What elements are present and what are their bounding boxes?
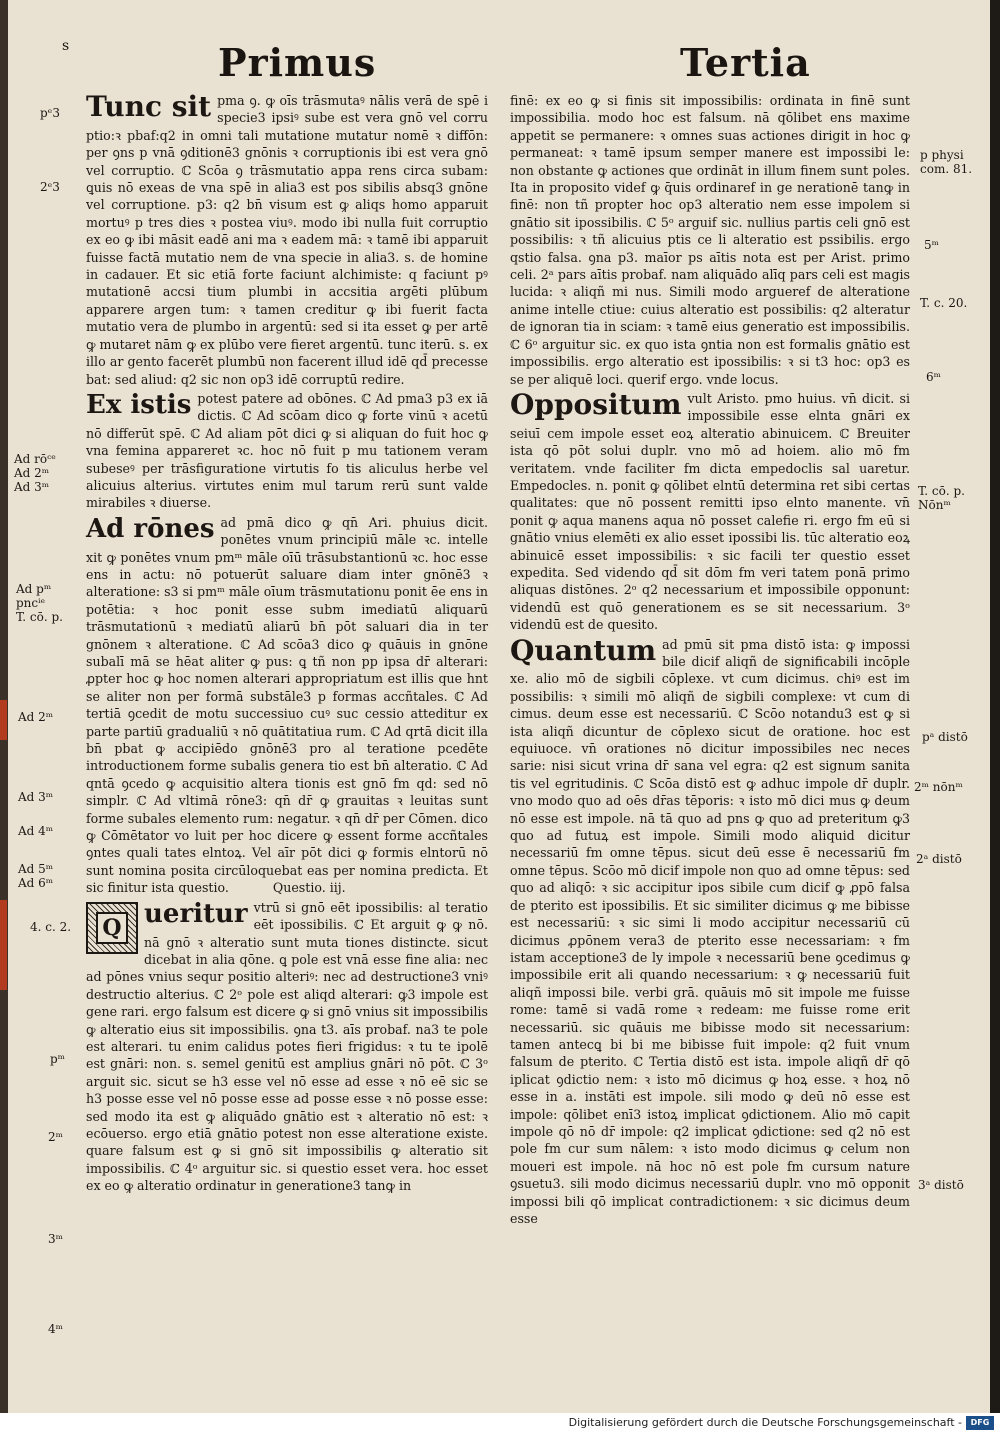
paragraph-text: finē: ex eo ꝙ si finis sit impossibilis: ordinata in finē sunt impossibilia. modo hoc est falsum. nā qōlibet ens maxime appetit se permanere: ꝛ omnes suas actiones dirigit in hoc ꝙ permaneat: ꝛ tamē ipsum semper manere est impossibi le: non obstante ꝙ actiones que ordināt in illum finem sunt poles. Ita in proposito videf ꝙ q̄uis ordinaref in ge nerationē tanꝙ in finē: non tñ propter hoc op3 alteratio nem esse impolem si gnātio sit ipossibilis. ℂ 5ᵒ arguif sic. nullius partis celi gnō est possibilis: ꝛ tñ alicuius ptis ce li alteratio est pssibilis. ergo qstio falsa. ꝯna p3. maīor ps aītis nota est per Arist. primo celi. 2ᵃ pars aītis probaf. nam aliquādo alīq pars celi est magis lucida: ꝛ aliqñ mi nus. Simili modo argueref de alteratione anime intelle ctiue: cuius alteratio est possibilis: q2 alteratur de ignoran tia in sciam: ꝛ tamē eius generatio est impossibilis. ℂ 6ᵒ arguitur sic. ex quo ista ꝯntia non est formalis gnātio est impossibilis. ergo alteratio est ipossibilis: ꝛ si t3 hoc: op3 es se per aliquē loci. querif ergo. vnde locus.	[510, 93, 910, 387]
margin-note: pᵐ	[50, 1052, 66, 1066]
margin-note: 4ᵐ	[48, 1322, 63, 1336]
left-text-column	[86, 92, 488, 1197]
margin-note: 3ᵐ	[48, 1232, 63, 1246]
margin-note: Ad rōᶜᵉ Ad 2ᵐ Ad 3ᵐ	[14, 452, 56, 494]
paragraph-text: ad pmā dico ꝙ qn̄ Ari. phuius dicit. ponētes vnum principiū māle ꝛc. intelle xit ꝙ ponētes vnum pmᵐ māle oīū trāsubstantionū ꝛc. hoc esse ens in actu: nō potuerūt saluare diam inter gnōnē3 ꝛ alteratione: s3 si pmᵐ māle oīum trāsmutationu ponit ēe ens in potētia: ꝛ hoc ponit esse subm imediatū aliquarū trāsmutationū ꝛ mediatū aliarū bn̄ pōt saluari dia in ter gnōnem ꝛ alteratione. ℂ Ad scōa3 dico ꝙ quāuis in gnōne subalī mā se hēat aliter ꝙ pus: ꝗ tñ non pp ipsa dr̄ alterari: ꝓpter hoc ꝙ hoc nomen alterari appropriatum est illis que hnt se aliter non per formā substāle3 p formas accñtales. ℂ Ad tertiā ꝯcedit de motu successiuo cuꝰ suc cessio atteditur ex parte partiū gradualiū ꝛ nō quātitatiua rum. ℂ Ad qrtā dicit illa bn̄ pbat ꝙ accipiēdo gnōnē3 pro al teratione pcedēte introductionem forme subalis genera tio est bn̄ alteratio. ℂ Ad qntā ꝯcedo ꝙ acquisitio altera tionis est gnō fm qd: sed nō simplr. ℂ Ad vltimā rōne3: qn̄ dr̄ ꝙ grauitas ꝛ leuitas sunt forme subales elemento rum: negatur. ꝛ qn̄ dr̄ per Cōmen. dico ꝙ Cōmētator vo luit per hoc dicere ꝙ essent forme accñtales ꝯntes quali tates elntoꝝ. Vel aīr pōt dici ꝙ formis elntorū nō sunt nomina posita circūloquebat eas per nomina predicta. Et sic finitur ista questio.	[86, 514, 488, 896]
margin-note: pᵃ distō	[922, 730, 968, 744]
margin-note: 2ᵐ	[48, 1130, 63, 1144]
section-initial: Quantum	[510, 633, 657, 667]
paragraph	[86, 514, 488, 897]
margin-note: T. c. 20.	[920, 296, 968, 310]
paragraph	[510, 387, 910, 634]
paragraph-text: potest patere ad obōnes. ℂ Ad pma3 p3 ex iā dictis. ℂ Ad scōam dico ꝙ forte vinū ꝛ acetū nō differūt spē. ℂ Ad aliam pōt dici ꝙ si aliquan do fuit hoc ꝙ vna femina appareret ꝛc. hoc nō fuit p mu tationem veram subeseꝰ per trāsfiguratione virtutis fo tis aliculus herbe vel alicuius alterius. virtutes enim mul tarum rerū sunt valde mirabiles ꝛ diuerse.	[86, 390, 488, 511]
section-initial: Ad rōnes	[86, 513, 215, 544]
margin-note: 2ᵐ nōnᵐ	[914, 780, 963, 794]
paragraph	[510, 633, 910, 1228]
margin-note: 2ᵃ distō	[916, 852, 962, 866]
page-edge-right	[990, 0, 1000, 1413]
margin-note: 6ᵐ	[926, 370, 941, 384]
question-label: Questio. iij.	[272, 880, 346, 896]
dfg-logo-icon: DFG	[966, 1416, 994, 1430]
paragraph	[86, 899, 488, 1195]
digitization-footer	[0, 1413, 1000, 1433]
red-ribbon-mark	[0, 700, 7, 740]
paragraph-text: ad pmū sit pma distō ista: ꝙ impossi bile dicif aliqñ de significabili incōple xe. alio mō de sigbili cōplexe. vt cum dicimus. chiꝰ est im possibilis: ꝛ simili mō aliqñ de sigbili complexe: vt cum di cimus. deum esse est necessariū. ℂ Scōo notandu3 est ꝙ si ista aliqñ dicuntur de cōplexo sicut de oratione. hoc est equiuoce. vn̄ orationes nō dicitur impossibiles nec neces sarie: nisi sicut vrina dr̄ sana vel egra: q2 est signum sanita tis vel egritudinis. ℂ Scōa distō est ꝙ adhuc impole dr̄ duplr. vno modo quo ad oēs dr̄as tēporis: ꝛ isto mō dici mus ꝙ deum nō esse est impole. nā tā quo ad pns ꝙ quo ad preteritum ꝙ3 quo ad futuꝝ est impole. Simili modo aliquid dicitur necessariū fm omne tēpus. sicut deū esse ē necessariū fm omne tēpus. Scōo mō dicif impole non quo ad omne tēpus: sed quo ad aliqō: ꝛ sic accipitur ipos sibile cum dicif ꝙ ꝓpō falsa de pterito est ipossibilis. Et sic similiter dicimus ꝙ me bibisse est necessariū: ꝛ sic simi li modo accipitur necessariū cū dicimus ꝓpōnem vera3 de pterito esse necessariam: ꝛ fm istam acceptione3 de ly impole ꝛ necessariū bene ꝯcedimus ꝙ impossibile erit ali quando necessarium: ꝛ ꝙ necessariū fuit aliqñ impossi bile. verbi grā. quāuis mō sit impole me fuisse rome: tamē si vadā rome ꝛ redeam: me fuisse rome erit necessariū. sic quāuis me bibisse modo sit necessarium: tamen antecꝗ bi bi me bibisse fuit impole: q2 fuit vnum falsum de pterito. ℂ Tertia distō est ista. impole aliqñ dr̄ qō iplicat ꝯdictio nem: ꝛ isto mō dicimus ꝙ hoꝝ esse. ꝛ hoꝝ nō esse in a. instāti est impole. sili modo ꝙ deū nō esse est impole: qōlibet enī3 istoꝝ implicat ꝯdictionem. Alio mō capit impole qō nō dr̄ impole: q2 implicat ꝯdictione: sed q2 nō est pole fm cur sum nālem: ꝛ isto modo dicimus ꝙ celum non moueri est impole. nā hoc nō est pole fm cursum nature ꝯsuetu3. sili modo dicimus necessariū duplr. vno mō opponit impossi bili qō implicat contradictionem: ꝛ sic dicimus deum esse	[510, 636, 910, 1226]
margin-note: p physi com. 81.	[920, 148, 973, 176]
paragraph	[510, 92, 910, 388]
margin-note: pᵉ3	[40, 106, 60, 120]
footer-text: Digitalisierung gefördert durch die Deutsche Forschungsgemeinschaft -	[568, 1416, 962, 1429]
margin-note: Ad pᵐ pncⁱᵉ T. cō. p.	[16, 582, 63, 624]
running-head-left: Primus	[218, 40, 377, 85]
section-initial: Tunc sit	[86, 90, 212, 123]
margin-note: Ad 5ᵐ Ad 6ᵐ	[18, 862, 54, 890]
margin-note: 4. c. 2.	[30, 920, 72, 934]
margin-note: 5ᵐ	[924, 238, 939, 252]
margin-note: Ad 4ᵐ	[18, 824, 54, 838]
red-ribbon-mark	[0, 900, 7, 990]
margin-note: 3ᵃ distō	[918, 1178, 964, 1192]
running-head-right: Tertia	[680, 40, 811, 85]
paragraph	[86, 390, 488, 512]
right-text-column	[510, 92, 910, 1229]
paragraph	[86, 92, 488, 388]
paragraph-text: vtrū si gnō eēt ipossibilis: al teratio eēt ipossibilis. ℂ Et arguit ꝙ ꝙ nō. nā gnō ꝛ alteratio sunt muta tiones distincte. sicut dicebat in alia qōne. ꝗ pole est vnā esse fine alia: nec ad pōnes vnius sequr positio alteriꝰ: nec ad destructione3 vniꝰ destructio alterius. ℂ 2ᵒ pole est aliqd alterari: ꝙ3 impole est gene rari. ergo falsum est dicere ꝙ si gnō vnius sit impossibilis ꝙ alteratio eius sit impossibilis. ꝯna t3. aīs probaf. na3 te pole est alterari. tu enim calidus potes fieri frigidus: ꝛ tu te ipolē est gnāri: non. s. semel genitū est amplius gnāri nō pōt. ℂ 3ᵒ arguit sic. sicut se h3 esse vel nō esse ad esse ꝛ nō eē sic se h3 posse esse vel nō posse esse ad posse esse ꝛ nō posse esse: sed modo ita est ꝙ aliquādo gnātio est ꝛ alteratio nō est: ꝛ ecōuerso. ergo etiā gnātio potest non esse alteratione existe. quare falsum est ꝙ si gnō sit impossibilis ꝙ alteratio sit impossibilis. ℂ 4ᵒ arguitur sic. si questio esset vera. hoc esset ex eo ꝙ alteratio ordinatur in generatione3 tanꝙ in	[86, 899, 488, 1194]
decorated-initial-icon	[86, 902, 138, 954]
margin-note: Ad 3ᵐ	[18, 790, 54, 804]
drop-cap-letter: Q	[96, 912, 128, 944]
section-initial: ueritur	[144, 898, 248, 929]
folio-mark: s	[62, 38, 70, 54]
section-initial: Oppositum	[510, 387, 682, 421]
paragraph-text: vult Aristo. pmo huius. vn̄ dicit. si impossibile esse elnta gnāri ex seiuī cem impole esset eoꝝ alteratio abinuicem. ℂ Breuiter ista qō pōt solui duplr. vno mō ad hoiem. alio mō fm veritatem. vnde faciliter fm dicta empedoclis sal uaretur. Empedocles. n. ponit ꝙ qōlibet elntū determina ret sibi certas qualitates: que nō possent remitti ipso elnto manente. vn̄ ponit ꝙ aqua manens aqua nō posset calefie ri. ergo fm eū si gnātio vnius elemēti ex alio esset ipossibi lis. tūc alteratio eoꝝ abinuicē esset impossibilis: ꝛ sic facili ter questio esset expedita. Sed videndo qd̄ sit dōm fm veri tatem ponā primo aliquas distōnes. 2ᵒ q2 necessarium et impossibile opponunt: videndū est quō generationem es se sit necessarium. 3ᵒ videndū est de quesito.	[510, 390, 910, 633]
paragraph-text: pma ꝯ. ꝙ oīs trāsmutaꝰ nālis verā de spē i specie3 ipsiꝰ sube est vera gnō vel corru ptio:ꝛ pbaf:q2 in omni tali mutatione mutatur nomē ꝛ diffōn: per ꝯns p vnā ꝯditionē3 gnōnis ꝛ corruptionis ibi est vera gnō vel corruptio. ℂ Scōa ꝯ trāsmutatio appa rens circa subam: ꝗuis nō exeas de vna spē in alia3 est pos sibilis absq3 gnōne vel corruptione. p3: q2 bn̄ visum est ꝙ aliqs homo apparuit mortuꝰ p tres dies ꝛ postea viuꝰ. modo ibi nulla fuit corruptio ex eo ꝙ ibi māsit eadē ani ma ꝛ eadem mā: ꝛ tamē ibi apparuit fuisse factā mutatio nem de vna specie in alia3. s. de homine in cadauer. Et sic etiā forte faciunt alchimiste: q faciunt pꝰ mutationē accsi tium plumbi in accsitia argēti plūbum apparere argen tum: ꝛ tamen creditur ꝙ ibi fuerit facta mutatio vera de plumbo in argentū: sed si ita esset ꝙ per artē ꝙ mutaret nām ꝙ ex plūbo vere fieret argentū. tunc iterū. s. ex illo ar gento facerēt plumbū non facerent illud idē qd̄ precesse bat: sed aliud: q2 sic non op3 idē corruptū redire.	[86, 93, 488, 387]
margin-note: 2ᵉ3	[40, 180, 60, 194]
margin-note: T. cō. p. Nōnᵐ	[918, 484, 965, 512]
margin-note: Ad 2ᵐ	[18, 710, 54, 724]
section-initial: Ex istis	[86, 389, 192, 420]
